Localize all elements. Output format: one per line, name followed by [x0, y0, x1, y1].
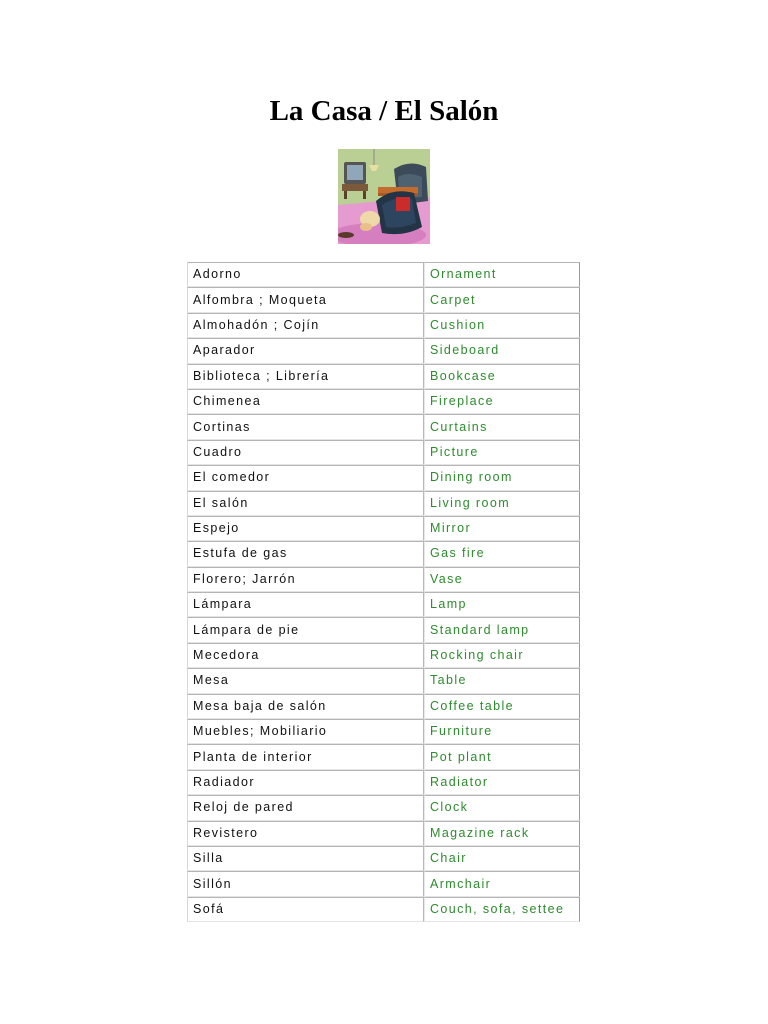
spanish-term: Sillón — [187, 871, 424, 896]
english-translation: Mirror — [424, 516, 580, 541]
table-row — [187, 338, 580, 363]
english-translation: Furniture — [424, 719, 580, 744]
spanish-term: Muebles; Mobiliario — [187, 719, 424, 744]
spanish-term: Biblioteca ; Librería — [187, 364, 424, 389]
vocabulary-table-body — [187, 262, 580, 922]
vocabulary-table — [187, 262, 580, 922]
table-row — [187, 516, 580, 541]
english-translation: Bookcase — [424, 364, 580, 389]
english-translation: Living room — [424, 491, 580, 516]
english-translation: Couch, sofa, settee — [424, 897, 580, 922]
table-row — [187, 846, 580, 871]
table-row — [187, 871, 580, 896]
spanish-term: El comedor — [187, 465, 424, 490]
spanish-term: Silla — [187, 846, 424, 871]
table-row — [187, 897, 580, 922]
spanish-term: Planta de interior — [187, 744, 424, 769]
spanish-term: Radiador — [187, 770, 424, 795]
spanish-term: Florero; Jarrón — [187, 567, 424, 592]
table-row — [187, 262, 580, 287]
table-row — [187, 313, 580, 338]
table-row — [187, 440, 580, 465]
spanish-term: Alfombra ; Moqueta — [187, 287, 424, 312]
spanish-term: Almohadón ; Cojín — [187, 313, 424, 338]
table-row — [187, 592, 580, 617]
english-translation: Vase — [424, 567, 580, 592]
english-translation: Fireplace — [424, 389, 580, 414]
spanish-term: Mesa — [187, 668, 424, 693]
english-translation: Radiator — [424, 770, 580, 795]
table-row — [187, 643, 580, 668]
table-row — [187, 389, 580, 414]
spanish-term: Aparador — [187, 338, 424, 363]
spanish-term: Revistero — [187, 821, 424, 846]
english-translation: Sideboard — [424, 338, 580, 363]
table-row — [187, 465, 580, 490]
page-title: La Casa / El Salón — [269, 95, 499, 127]
living-room-illustration — [338, 149, 430, 244]
spanish-term: Lámpara de pie — [187, 617, 424, 642]
table-row — [187, 414, 580, 439]
spanish-term: Estufa de gas — [187, 541, 424, 566]
table-row — [187, 491, 580, 516]
english-translation: Carpet — [424, 287, 580, 312]
english-translation: Armchair — [424, 871, 580, 896]
table-row — [187, 744, 580, 769]
english-translation: Dining room — [424, 465, 580, 490]
english-translation: Clock — [424, 795, 580, 820]
english-translation: Standard lamp — [424, 617, 580, 642]
spanish-term: Reloj de pared — [187, 795, 424, 820]
english-translation: Pot plant — [424, 744, 580, 769]
table-row — [187, 694, 580, 719]
table-row — [187, 541, 580, 566]
spanish-term: Espejo — [187, 516, 424, 541]
spanish-term: Mesa baja de salón — [187, 694, 424, 719]
spanish-term: Cortinas — [187, 414, 424, 439]
english-translation: Cushion — [424, 313, 580, 338]
table-row — [187, 795, 580, 820]
english-translation: Rocking chair — [424, 643, 580, 668]
spanish-term: Chimenea — [187, 389, 424, 414]
table-row — [187, 567, 580, 592]
table-row — [187, 617, 580, 642]
table-row — [187, 364, 580, 389]
table-row — [187, 821, 580, 846]
english-translation: Chair — [424, 846, 580, 871]
english-translation: Gas fire — [424, 541, 580, 566]
english-translation: Coffee table — [424, 694, 580, 719]
table-row — [187, 770, 580, 795]
table-row — [187, 287, 580, 312]
english-translation: Ornament — [424, 262, 580, 287]
spanish-term: Adorno — [187, 262, 424, 287]
english-translation: Magazine rack — [424, 821, 580, 846]
spanish-term: Mecedora — [187, 643, 424, 668]
english-translation: Lamp — [424, 592, 580, 617]
english-translation: Picture — [424, 440, 580, 465]
english-translation: Curtains — [424, 414, 580, 439]
table-row — [187, 719, 580, 744]
spanish-term: Lámpara — [187, 592, 424, 617]
english-translation: Table — [424, 668, 580, 693]
spanish-term: Cuadro — [187, 440, 424, 465]
table-row — [187, 668, 580, 693]
spanish-term: El salón — [187, 491, 424, 516]
spanish-term: Sofá — [187, 897, 424, 922]
